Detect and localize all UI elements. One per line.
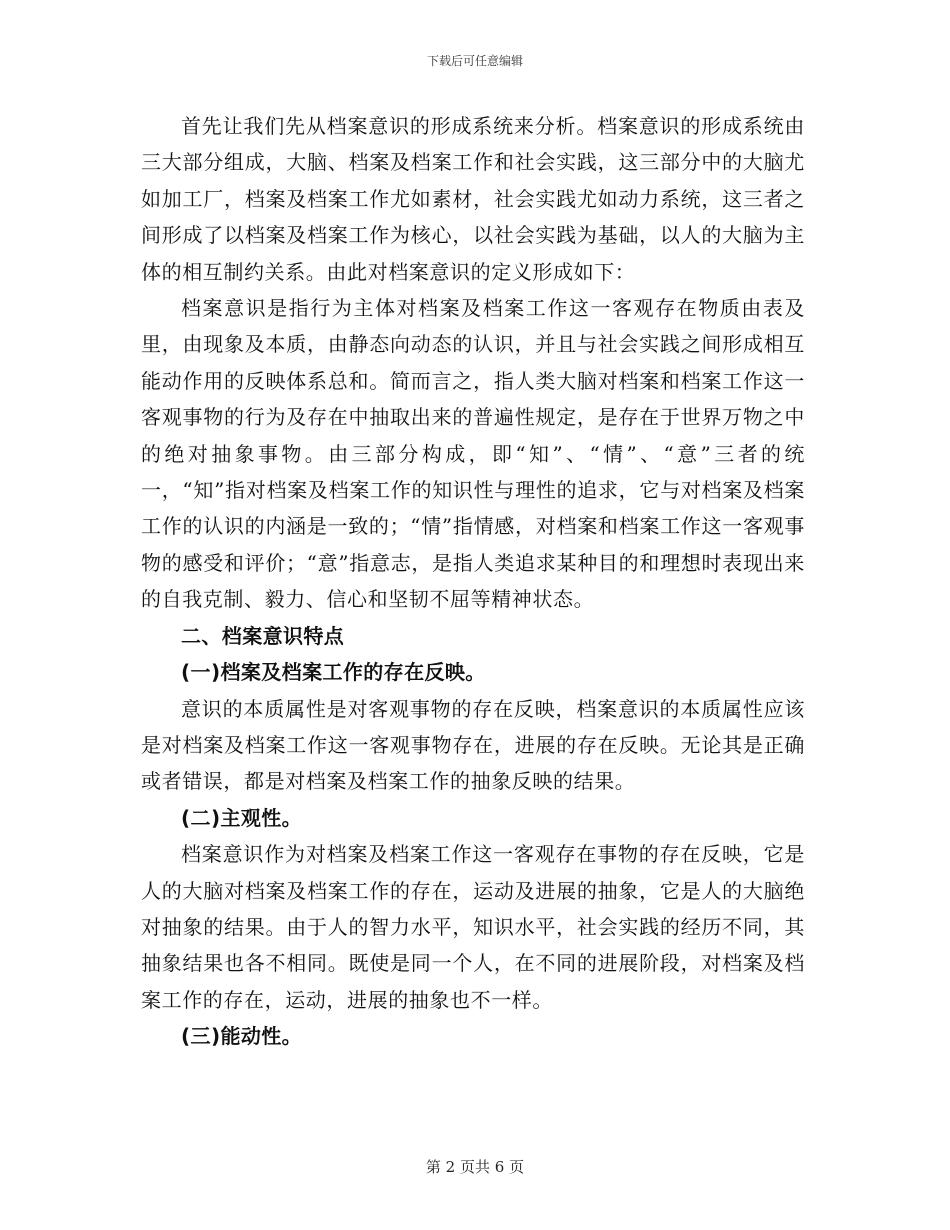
section-heading-features: 二、档案意识特点 — [181, 623, 345, 648]
subheading-existence-reflection: (一)档案及档案工作的存在反映。 — [181, 660, 486, 685]
subheading-initiative: (三)能动性。 — [181, 1024, 303, 1049]
page-header: 下载后可任意编辑 — [426, 54, 523, 68]
paragraph-formation-system: 首先让我们先从档案意识的形成系统来分析。档案意识的形成系统由三大部分组成，大脑、档案及档案工作和社会实践，这三部分中的大脑尤如加工厂，档案及档案工作尤如素材，社会实践尤如动力系统，这三者之间形成了以档案及档案工作为核心，以社会实践为基础，以人的大脑为主体的相互制约关系。由此对档案意识的定义形成如下： — [141, 114, 805, 284]
paragraph-subjectivity: 档案意识作为对档案及档案工作这一客观存在事物的存在反映，它是人的大脑对档案及档案工作的存在，运动及进展的抽象，它是人的大脑绝对抽象的结果。由于人的智力水平，知识水平，社会实践的经历不同，其抽象结果也各不相同。既使是同一个人，在不同的进展阶段，对档案及档案工作的存在，运动，进展的抽象也不一样。 — [141, 842, 805, 1012]
document-body — [141, 108, 805, 1055]
paragraph-existence-reflection: 意识的本质属性是对客观事物的存在反映，档案意识的本质属性应该是对档案及档案工作这一客观事物存在，进展的存在反映。无论其是正确或者错误，都是对档案及档案工作的抽象反映的结果。 — [141, 696, 805, 794]
paragraph-definition: 档案意识是指行为主体对档案及档案工作这一客观存在物质由表及里，由现象及本质，由静态向动态的认识，并且与社会实践之间形成相互能动作用的反映体系总和。简而言之，指人类大脑对档案和档案工作这一客观事物的行为及存在中抽取出来的普遍性规定，是存在于世界万物之中的绝对抽象事物。由三部分构成，即“知”、“情”、“意”三者的统一，“知”指对档案及档案工作的知识性与理性的追求，它与对档案及档案工作的认识的内涵是一致的；“情”指情感，对档案和档案工作这一客观事物的感受和评价；“意”指意志，是指人类追求某种目的和理想时表现出来的自我克制、毅力、信心和坚韧不屈等精神状态。 — [141, 296, 805, 612]
page-number-footer: 第 2 页共 6 页 — [425, 1158, 525, 1176]
subheading-subjectivity: (二)主观性。 — [181, 805, 303, 830]
